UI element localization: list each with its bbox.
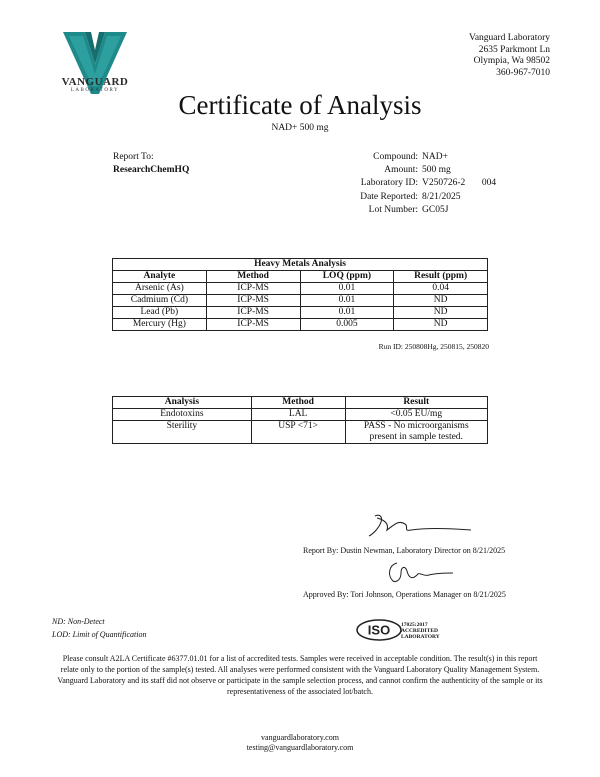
column-header: Result <box>345 397 488 409</box>
sample-details <box>280 151 496 217</box>
column-header: LOQ (ppm) <box>300 271 394 283</box>
detail-row: Laboratory ID: V250726-2 004 <box>360 178 497 189</box>
document-title: Certificate of Analysis <box>178 90 422 120</box>
approved-by-line: Approved By: Tori Johnson, Operations Manager on 8/21/2025 <box>303 590 506 599</box>
iso-accreditation-text: 17025:2017 ACCREDITED LABORATORY <box>401 622 440 640</box>
client-name: ResearchChemHQ <box>113 165 190 175</box>
lab-address-line1: 2635 Parkmont Ln <box>478 44 550 55</box>
iso-mark-text: ISO <box>367 622 391 638</box>
director-signature <box>365 510 475 542</box>
table-caption: Heavy Metals Analysis <box>113 259 488 271</box>
column-header: Method <box>206 271 300 283</box>
legend-nd: ND: Non-Detect <box>52 617 105 626</box>
lab-name: Vanguard Laboratory <box>469 33 550 43</box>
table-row: Cadmium (Cd) ICP-MS 0.01 ND <box>113 295 488 307</box>
footer-email: testing@vanguardlaboratory.com <box>246 743 354 752</box>
disclaimer-text: Please consult A2LA Certificate #6377.01.01 for a list of accredited tests. Samples were received in acceptable condition. The result(s) in this report relate only to the portion of the sample(s) tested. All analyses were performed consistent with the Vanguard Laboratory Quality Management System. Vanguard Laboratory and its staff did not observe or participate in the sample selection process, and cannot confirm the authenticity of the sample or its representativeness of the associated lot/batch. <box>57 654 543 696</box>
detail-row: Compound: NAD+ <box>373 152 448 162</box>
footer-contact <box>0 733 600 753</box>
column-header: Method <box>251 397 345 409</box>
table-header-row <box>113 271 488 283</box>
detail-row: Amount: 500 mg <box>384 165 451 176</box>
abbreviation-legend <box>52 615 146 641</box>
report-to-label: Report To: <box>113 152 154 162</box>
lab-address-line2: Olympia, Wa 98502 <box>473 56 550 66</box>
detail-row: Lot Number: GC05J <box>368 204 449 215</box>
report-to-block <box>113 151 189 177</box>
manager-signature <box>383 559 455 585</box>
table-row: Sterility USP <71> PASS - No microorganisms present in sample tested. <box>113 421 488 444</box>
table-row: Lead (Pb) ICP-MS 0.01 ND <box>113 307 488 319</box>
column-header: Analyte <box>113 271 207 283</box>
table-row: Endotoxins LAL <0.05 EU/mg <box>113 409 488 421</box>
table-row: Mercury (Hg) ICP-MS 0.005 ND <box>113 319 488 331</box>
column-header: Result (ppm) <box>394 271 488 283</box>
iso-accreditation-logo <box>355 619 403 641</box>
logo-subtitle: LABORATORY <box>70 88 120 93</box>
run-id: Run ID: 250808Hg, 250815, 250820 <box>378 342 489 351</box>
legend-lod: LOD: Limit of Quantification <box>52 630 147 639</box>
microbial-analysis-table <box>112 396 488 444</box>
column-header: Analysis <box>113 397 252 409</box>
lab-address-block <box>469 33 550 79</box>
detail-row: Date Reported: 8/21/2025 <box>360 191 461 202</box>
table-header-row <box>113 397 488 409</box>
report-by-line: Report By: Dustin Newman, Laboratory Director on 8/21/2025 <box>303 546 506 555</box>
heavy-metals-table <box>112 258 488 331</box>
footer-website: vanguardlaboratory.com <box>261 733 339 742</box>
table-row: Arsenic (As) ICP-MS 0.01 0.04 <box>113 283 488 295</box>
document-subtitle: NAD+ 500 mg <box>271 123 329 133</box>
lab-phone: 360-967-7010 <box>496 67 550 78</box>
logo-wordmark: VANGUARD <box>61 76 129 88</box>
